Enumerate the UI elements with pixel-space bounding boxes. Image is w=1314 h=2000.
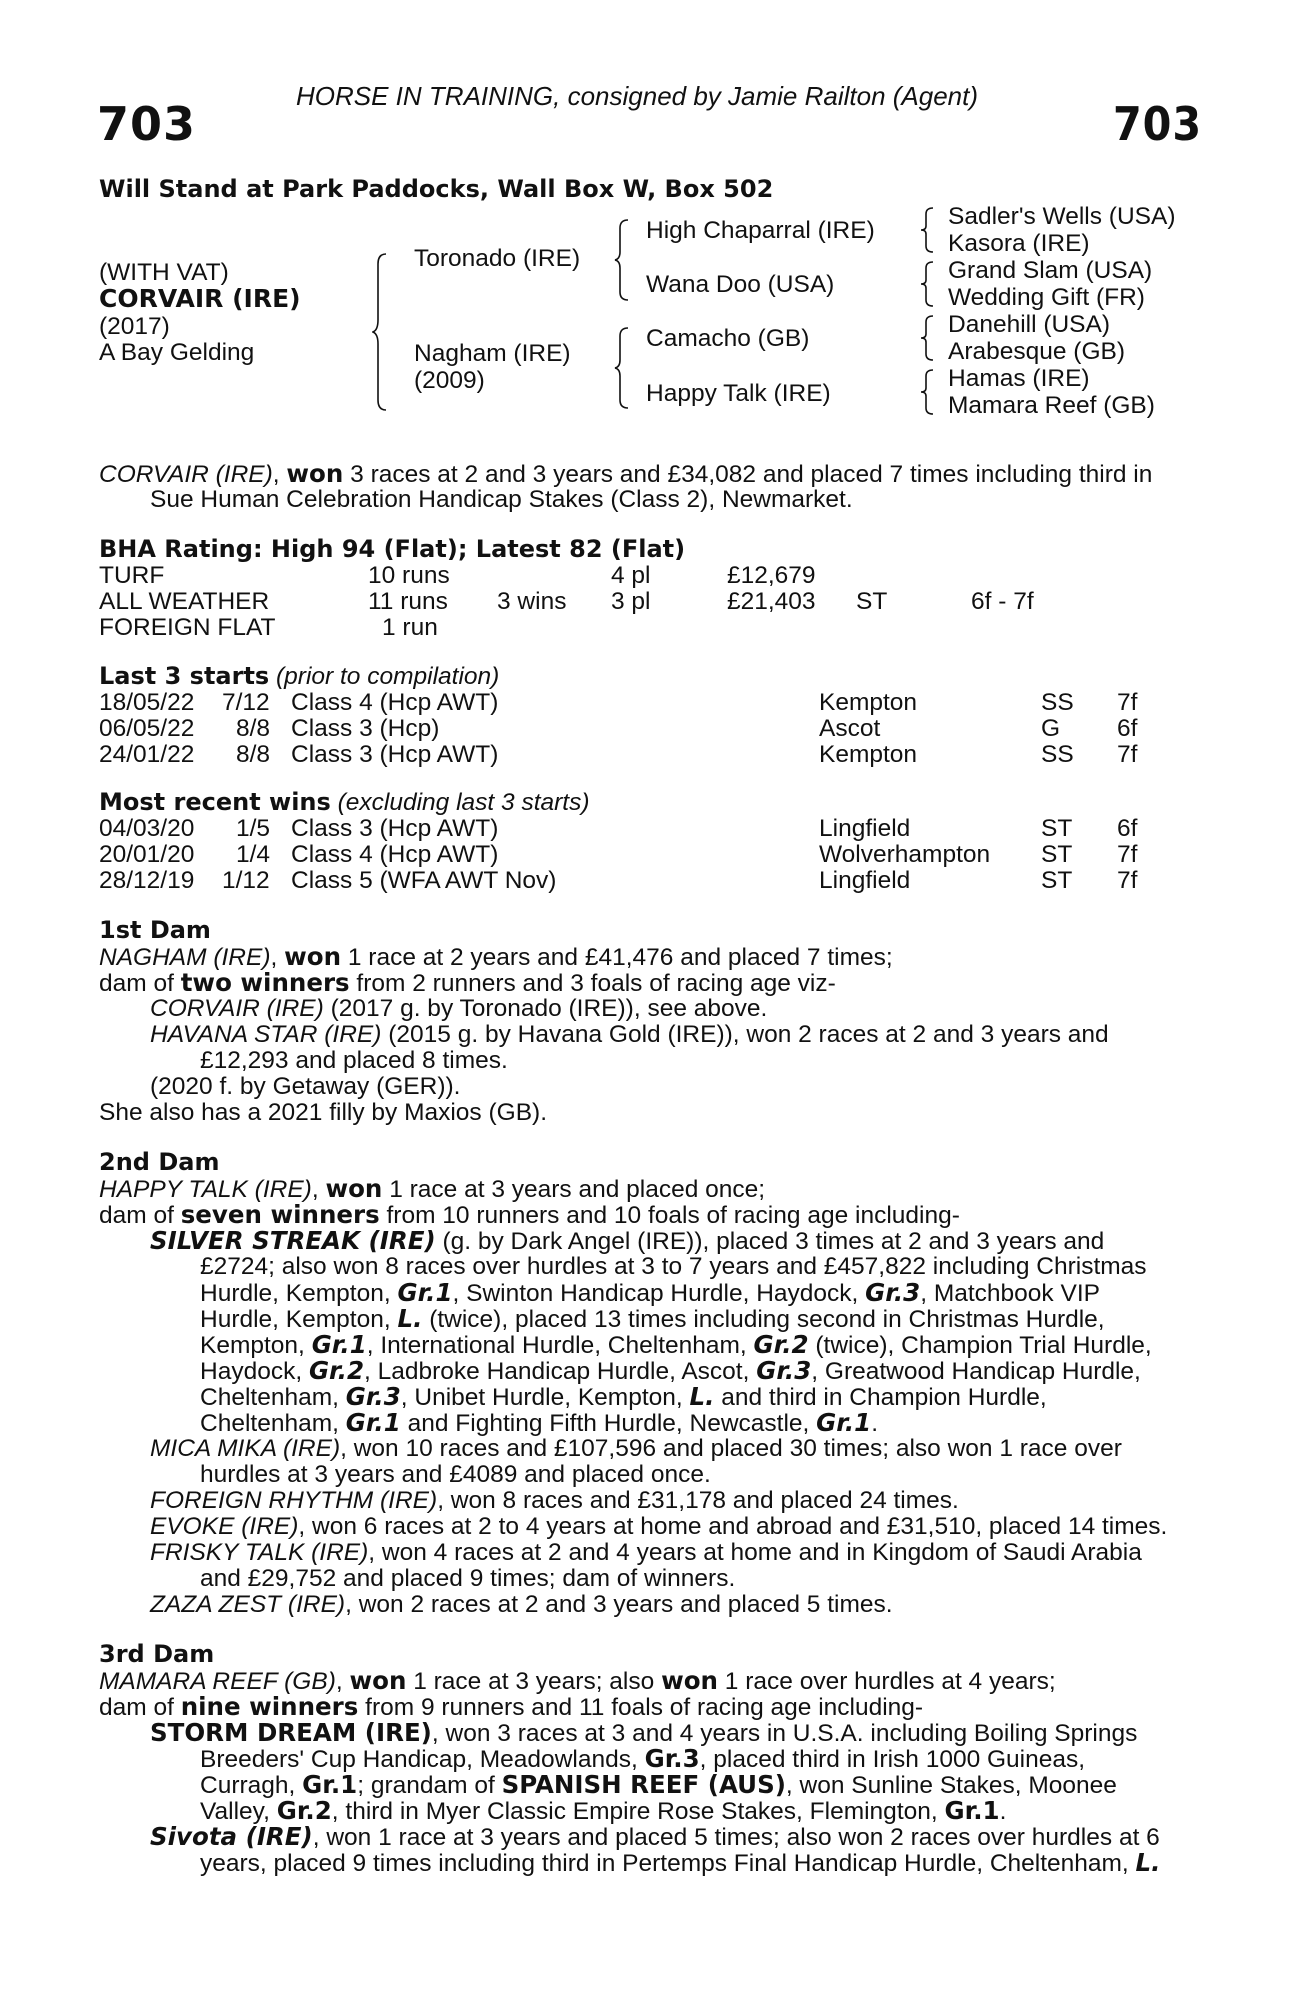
rating-runs: 11 runs (368, 588, 448, 615)
start-position: 7/12 (222, 689, 270, 716)
pedigree-gen3-3: Camacho (GB) (646, 325, 810, 352)
pedigree-gen4-3: Grand Slam (USA) (948, 257, 1153, 284)
zaza-zest-line: ZAZA ZEST (IRE), won 2 races at 2 and 3 years and placed 5 times. (150, 1591, 893, 1618)
start-going: G (1041, 715, 1061, 742)
lot-number-right: 703 (1113, 97, 1202, 151)
rating-placed: 3 pl (611, 588, 651, 615)
start-race: Class 4 (Hcp AWT) (291, 689, 499, 716)
pedigree-gen4-8: Mamara Reef (GB) (948, 392, 1155, 419)
pedigree-gen4-7: Hamas (IRE) (948, 365, 1090, 392)
win-date: 28/12/19 (99, 867, 195, 894)
dam2-line: HAPPY TALK (IRE), won 1 race at 3 years and placed once; (99, 1174, 766, 1203)
dam1-dam-of: dam of two winners from 2 runners and 3 foals of racing age viz- (99, 968, 836, 997)
evoke-line: EVOKE (IRE), won 6 races at 2 to 4 years at home and abroad and £31,510, placed 14 times. (150, 1513, 1168, 1540)
pedigree-brace-sire (614, 218, 632, 302)
start-going: SS (1041, 741, 1074, 768)
frisky-talk-line-2: and £29,752 and placed 9 times; dam of winners. (200, 1565, 736, 1592)
pedigree-gen4-5: Danehill (USA) (948, 311, 1111, 338)
rating-wins: 3 wins (497, 588, 567, 615)
rating-going: ST (856, 588, 888, 615)
rating-surface: TURF (99, 562, 165, 589)
dam1-progeny-3: (2020 f. by Getaway (GER)). (150, 1073, 461, 1100)
storm-dream-line-3: Curragh, Gr.1; grandam of SPANISH REEF (AUS), won Sunline Stakes, Moonee (200, 1770, 1117, 1799)
win-course: Wolverhampton (819, 841, 991, 868)
start-distance: 7f (1117, 741, 1138, 768)
foreign-rhythm-line: FOREIGN RHYTHM (IRE), won 8 races and £31,178 and placed 24 times. (150, 1487, 959, 1514)
win-course: Lingfield (819, 815, 911, 842)
dam2-title: 2nd Dam (99, 1148, 220, 1176)
start-course: Kempton (819, 741, 918, 768)
sivota-line-1: Sivota (IRE), won 1 race at 3 years and placed 5 times; also won 2 races over hurdles at 6 (150, 1822, 1160, 1851)
rating-runs: 10 runs (368, 562, 450, 589)
win-position: 1/12 (222, 867, 270, 894)
win-race: Class 4 (Hcp AWT) (291, 841, 499, 868)
summary-line-2: Sue Human Celebration Handicap Stakes (Class 2), Newmarket. (150, 486, 853, 513)
pedigree-gen4-4: Wedding Gift (FR) (948, 284, 1145, 311)
pedigree-dam-year: (2009) (414, 367, 485, 394)
dam3-dam-of: dam of nine winners from 9 runners and 11 foals of racing age including- (99, 1692, 924, 1721)
rating-surface: FOREIGN FLAT (99, 614, 276, 641)
win-race: Class 5 (WFA AWT Nov) (291, 867, 557, 894)
win-going: ST (1041, 841, 1073, 868)
rating-prize: £21,403 (727, 588, 816, 615)
silver-streak-line-7: Cheltenham, Gr.3, Unibet Hurdle, Kempton, L. and third in Champion Hurdle, (200, 1382, 1047, 1411)
win-distance: 7f (1117, 841, 1138, 868)
pedigree-gen3-1: High Chaparral (IRE) (646, 217, 875, 244)
dam1-title: 1st Dam (99, 916, 211, 944)
frisky-talk-line-1: FRISKY TALK (IRE), won 4 races at 2 and 4 years at home and in Kingdom of Saudi Arabia (150, 1539, 1142, 1566)
start-race: Class 3 (Hcp) (291, 715, 440, 742)
silver-streak-line-1: SILVER STREAK (IRE) (g. by Dark Angel (IRE)), placed 3 times at 2 and 3 years and (150, 1226, 1105, 1255)
horse-name: CORVAIR (IRE) (99, 284, 301, 313)
start-date: 06/05/22 (99, 715, 195, 742)
pedigree-gen4-6: Arabesque (GB) (948, 338, 1126, 365)
silver-streak-line-6: Haydock, Gr.2, Ladbroke Handicap Hurdle, Ascot, Gr.3, Greatwood Handicap Hurdle, (200, 1356, 1141, 1385)
pedigree-brace-g4-4 (920, 368, 936, 416)
start-date: 24/01/22 (99, 741, 195, 768)
pedigree-gen4-2: Kasora (IRE) (948, 230, 1090, 257)
start-course: Kempton (819, 689, 918, 716)
mica-mika-line-1: MICA MIKA (IRE), won 10 races and £107,596 and placed 30 times; also won 1 race over (150, 1435, 1122, 1462)
start-going: SS (1041, 689, 1074, 716)
win-position: 1/4 (236, 841, 271, 868)
storm-dream-line-2: Breeders' Cup Handicap, Meadowlands, Gr.3, placed third in Irish 1000 Guineas, (200, 1744, 1086, 1773)
pedigree-brace-g4-3 (920, 314, 936, 362)
pedigree-gen3-2: Wana Doo (USA) (646, 271, 835, 298)
storm-dream-line-4: Valley, Gr.2, third in Myer Classic Empire Rose Stakes, Flemington, Gr.1. (200, 1796, 1007, 1825)
silver-streak-line-4: Hurdle, Kempton, L. (twice), placed 13 times including second in Christmas Hurdle, (200, 1304, 1105, 1333)
pedigree-gen3-4: Happy Talk (IRE) (646, 380, 831, 407)
pedigree-brace-dam (614, 326, 632, 410)
start-distance: 6f (1117, 715, 1138, 742)
horse-description: A Bay Gelding (99, 339, 255, 366)
silver-streak-line-8: Cheltenham, Gr.1 and Fighting Fifth Hurdle, Newcastle, Gr.1. (200, 1408, 878, 1437)
win-distance: 7f (1117, 867, 1138, 894)
dam1-progeny-1: CORVAIR (IRE) (2017 g. by Toronado (IRE)), see above. (150, 995, 768, 1022)
win-course: Lingfield (819, 867, 911, 894)
rating-runs: 1 run (382, 614, 438, 641)
rating-surface: ALL WEATHER (99, 588, 270, 615)
win-going: ST (1041, 815, 1073, 842)
bha-rating-title: BHA Rating: High 94 (Flat); Latest 82 (Flat) (99, 535, 686, 563)
silver-streak-line-3: Hurdle, Kempton, Gr.1, Swinton Handicap Hurdle, Haydock, Gr.3, Matchbook VIP (200, 1278, 1100, 1307)
silver-streak-line-2: £2724; also won 8 races over hurdles at 3 to 7 years and £457,822 including Christmas (200, 1253, 1147, 1280)
lot-number-left: 703 (97, 97, 197, 151)
dam1-progeny-2: HAVANA STAR (IRE) (2015 g. by Havana Gold (IRE)), won 2 races at 2 and 3 years and (150, 1021, 1109, 1048)
start-distance: 7f (1117, 689, 1138, 716)
dam2-dam-of: dam of seven winners from 10 runners and 10 foals of racing age including- (99, 1200, 960, 1229)
pedigree-brace-g4-1 (920, 206, 936, 254)
pedigree-brace-main (372, 252, 392, 412)
start-race: Class 3 (Hcp AWT) (291, 741, 499, 768)
win-going: ST (1041, 867, 1073, 894)
consignment-line: HORSE IN TRAINING, consigned by Jamie Railton (Agent) (296, 81, 979, 111)
start-course: Ascot (819, 715, 881, 742)
storm-dream-line-1: STORM DREAM (IRE), won 3 races at 3 and 4 years in U.S.A. including Boiling Springs (150, 1718, 1138, 1747)
last3-heading: Last 3 starts (prior to compilation) (99, 662, 500, 690)
start-position: 8/8 (236, 715, 271, 742)
win-date: 20/01/20 (99, 841, 195, 868)
pedigree-brace-g4-2 (920, 260, 936, 308)
win-position: 1/5 (236, 815, 271, 842)
pedigree-dam: Nagham (IRE) (414, 340, 571, 367)
sivota-line-2: years, placed 9 times including third in Pertemps Final Handicap Hurdle, Cheltenham, L. (200, 1848, 1161, 1877)
vat-note: (WITH VAT) (99, 259, 229, 286)
rating-placed: 4 pl (611, 562, 651, 589)
dam3-title: 3rd Dam (99, 1640, 215, 1668)
recent-wins-heading: Most recent wins (excluding last 3 starts) (99, 788, 590, 816)
summary-line-1: CORVAIR (IRE), won 3 races at 2 and 3 years and £34,082 and placed 7 times including third in (99, 459, 1153, 488)
rating-distance: 6f - 7f (971, 588, 1034, 615)
dam1-progeny-2-cont: £12,293 and placed 8 times. (200, 1047, 508, 1074)
pedigree-sire: Toronado (IRE) (414, 245, 581, 272)
start-position: 8/8 (236, 741, 271, 768)
rating-prize: £12,679 (727, 562, 816, 589)
dam1-also: She also has a 2021 filly by Maxios (GB). (99, 1099, 548, 1126)
pedigree-gen4-1: Sadler's Wells (USA) (948, 203, 1176, 230)
mica-mika-line-2: hurdles at 3 years and £4089 and placed once. (200, 1461, 711, 1488)
stand-location: Will Stand at Park Paddocks, Wall Box W, Box 502 (99, 175, 774, 203)
start-date: 18/05/22 (99, 689, 195, 716)
dam1-line: NAGHAM (IRE), won 1 race at 2 years and £41,476 and placed 7 times; (99, 942, 893, 971)
win-race: Class 3 (Hcp AWT) (291, 815, 499, 842)
silver-streak-line-5: Kempton, Gr.1, International Hurdle, Cheltenham, Gr.2 (twice), Champion Trial Hurdle, (200, 1330, 1152, 1359)
horse-year: (2017) (99, 313, 170, 340)
dam3-line: MAMARA REEF (GB), won 1 race at 3 years; also won 1 race over hurdles at 4 years; (99, 1666, 1056, 1695)
win-date: 04/03/20 (99, 815, 195, 842)
win-distance: 6f (1117, 815, 1138, 842)
